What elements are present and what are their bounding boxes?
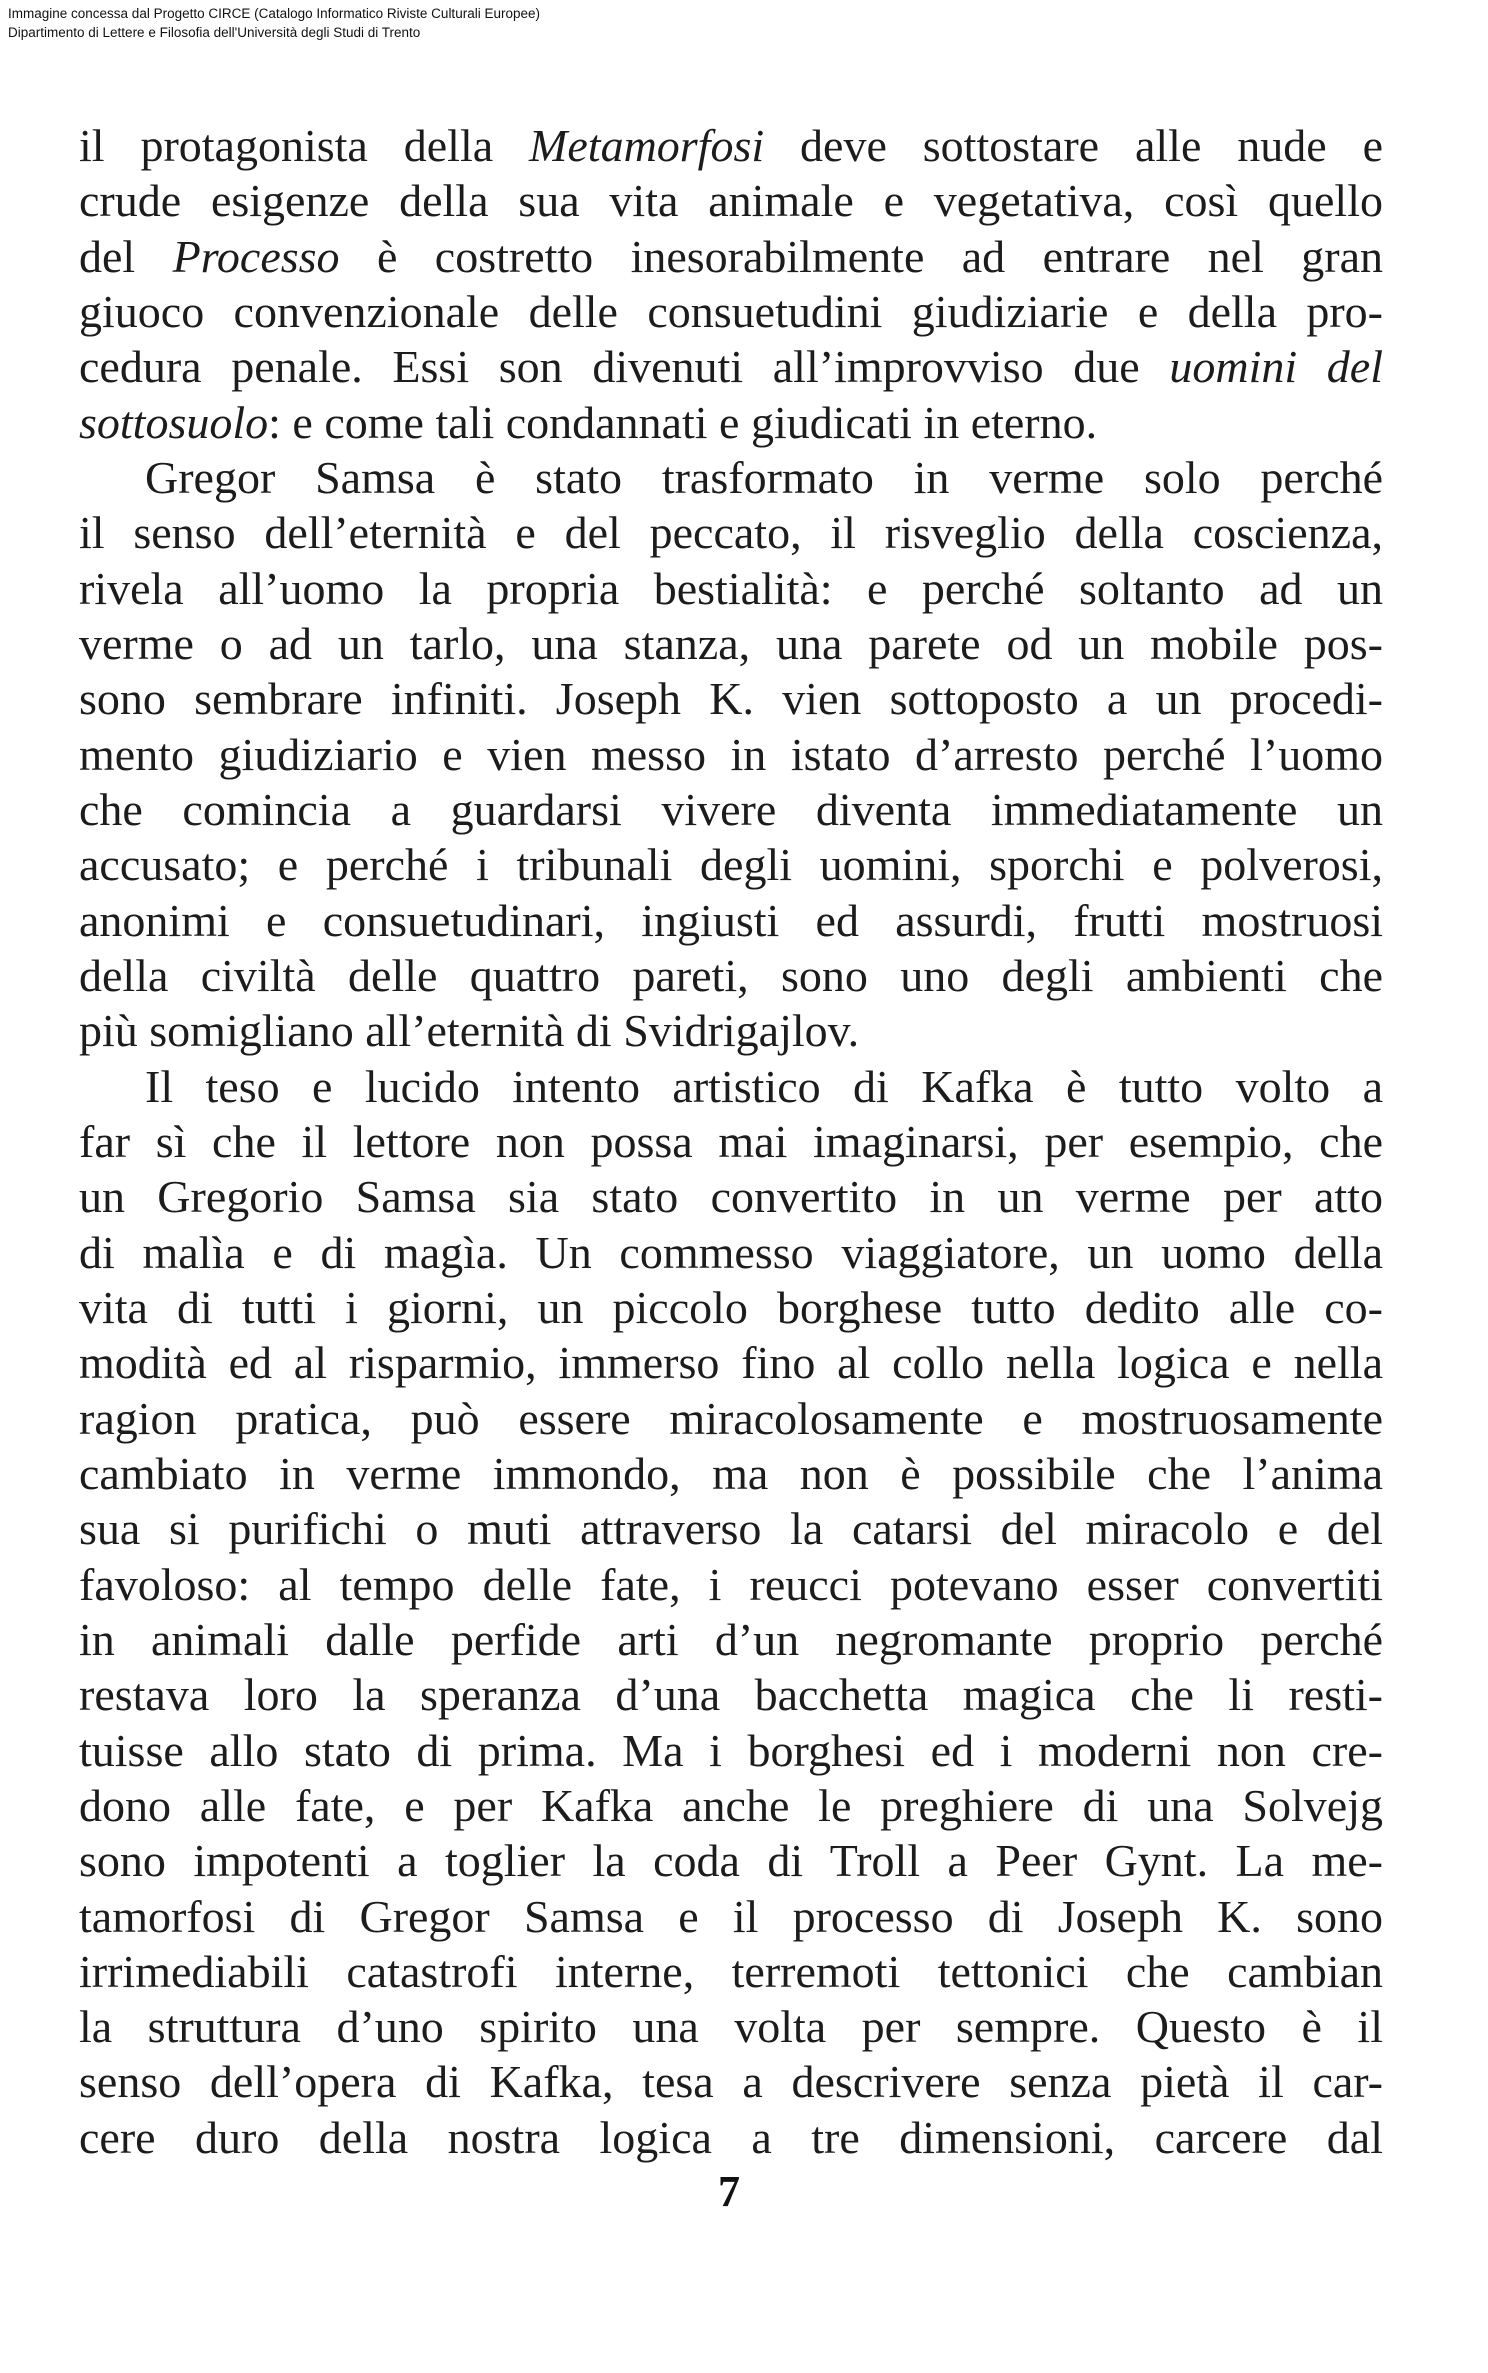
body-text — [79, 118, 1383, 2165]
text-line: Il teso e lucido intento artistico di Kafka è tutto volto a — [145, 1060, 1383, 1112]
text-line: vita di tutti i giorni, un piccolo borghese tutto dedito alle co- — [79, 1281, 1383, 1333]
text-line: verme o ad un tarlo, una stanza, una parete od un mobile pos- — [79, 617, 1383, 669]
text-line: far sì che il lettore non possa mai imaginarsi, per esempio, che — [79, 1115, 1383, 1167]
text-line: Gregor Samsa è stato trasformato in verme solo perché — [145, 451, 1383, 503]
text-line: favoloso: al tempo delle fate, i reucci potevano esser convertiti — [79, 1558, 1383, 1610]
text-line: accusato; e perché i tribunali degli uomini, sporchi e polverosi, — [79, 839, 1383, 891]
text-line: il senso dell’eternità e del peccato, il risveglio della coscienza, — [79, 507, 1383, 559]
text-line: sottosuolo: e come tali condannati e giudicati in eterno. — [79, 396, 1098, 448]
text-line: cambiato in verme immondo, ma non è possibile che l’anima — [79, 1447, 1383, 1499]
text-line: la struttura d’uno spirito una volta per sempre. Questo è il — [79, 2001, 1383, 2053]
text-line: un Gregorio Samsa sia stato convertito in un verme per atto — [79, 1171, 1383, 1223]
text-line: sono sembrare infiniti. Joseph K. vien sottoposto a un procedi- — [79, 673, 1383, 725]
text-line: ragion pratica, può essere miracolosamente e mostruosamente — [79, 1392, 1383, 1444]
text-line: irrimediabili catastrofi interne, terremoti tettonici che cambian — [79, 1945, 1383, 1997]
text-line: più somigliano all’eternità di Svidrigajlov. — [79, 1005, 860, 1057]
text-line: sono impotenti a toglier la coda di Troll a Peer Gynt. La me- — [79, 1835, 1383, 1887]
text-line: di malìa e di magìa. Un commesso viaggiatore, un uomo della — [79, 1226, 1383, 1278]
page-number: 7 — [718, 2167, 740, 2216]
text-line: il protagonista della Metamorfosi deve sottostare alle nude e — [79, 120, 1383, 171]
text-line: dono alle fate, e per Kafka anche le preghiere di una Solvejg — [79, 1779, 1383, 1831]
text-line: crude esigenze della sua vita animale e vegetativa, così quello — [79, 175, 1383, 227]
text-line: cedura penale. Essi son divenuti all’improvviso due uomini del — [79, 341, 1383, 393]
image-credit-line-1: Immagine concessa dal Progetto CIRCE (Catalogo Informatico Riviste Culturali Europee) — [8, 6, 540, 21]
text-line: restava loro la speranza d’una bacchetta magica che li resti- — [79, 1669, 1383, 1721]
text-line: rivela all’uomo la propria bestialità: e perché soltanto ad un — [79, 562, 1383, 614]
text-line: senso dell’opera di Kafka, tesa a descrivere senza pietà il car- — [79, 2056, 1383, 2108]
text-line: del Processo è costretto inesorabilmente ad entrare nel gran — [79, 230, 1383, 282]
image-credit-line-2: Dipartimento di Lettere e Filosofia dell'Università degli Studi di Trento — [8, 25, 421, 40]
text-line: in animali dalle perfide arti d’un negromante proprio perché — [79, 1613, 1383, 1665]
text-line: mento giudiziario e vien messo in istato d’arresto perché l’uomo — [79, 728, 1383, 780]
text-line: che comincia a guardarsi vivere diventa immediatamente un — [79, 783, 1383, 835]
text-line: anonimi e consuetudinari, ingiusti ed assurdi, frutti mostruosi — [79, 894, 1383, 946]
text-line: tamorfosi di Gregor Samsa e il processo di Joseph K. sono — [79, 1890, 1383, 1942]
text-line: modità ed al risparmio, immerso fino al collo nella logica e nella — [79, 1337, 1383, 1389]
text-line: cere duro della nostra logica a tre dimensioni, carcere dal — [79, 2111, 1383, 2163]
text-line: tuisse allo stato di prima. Ma i borghesi ed i moderni non cre- — [79, 1724, 1383, 1776]
text-line: sua si purifichi o muti attraverso la catarsi del miracolo e del — [79, 1503, 1383, 1555]
text-line: della civiltà delle quattro pareti, sono uno degli ambienti che — [79, 949, 1383, 1001]
text-line: giuoco convenzionale delle consuetudini giudiziarie e della pro- — [79, 285, 1383, 337]
